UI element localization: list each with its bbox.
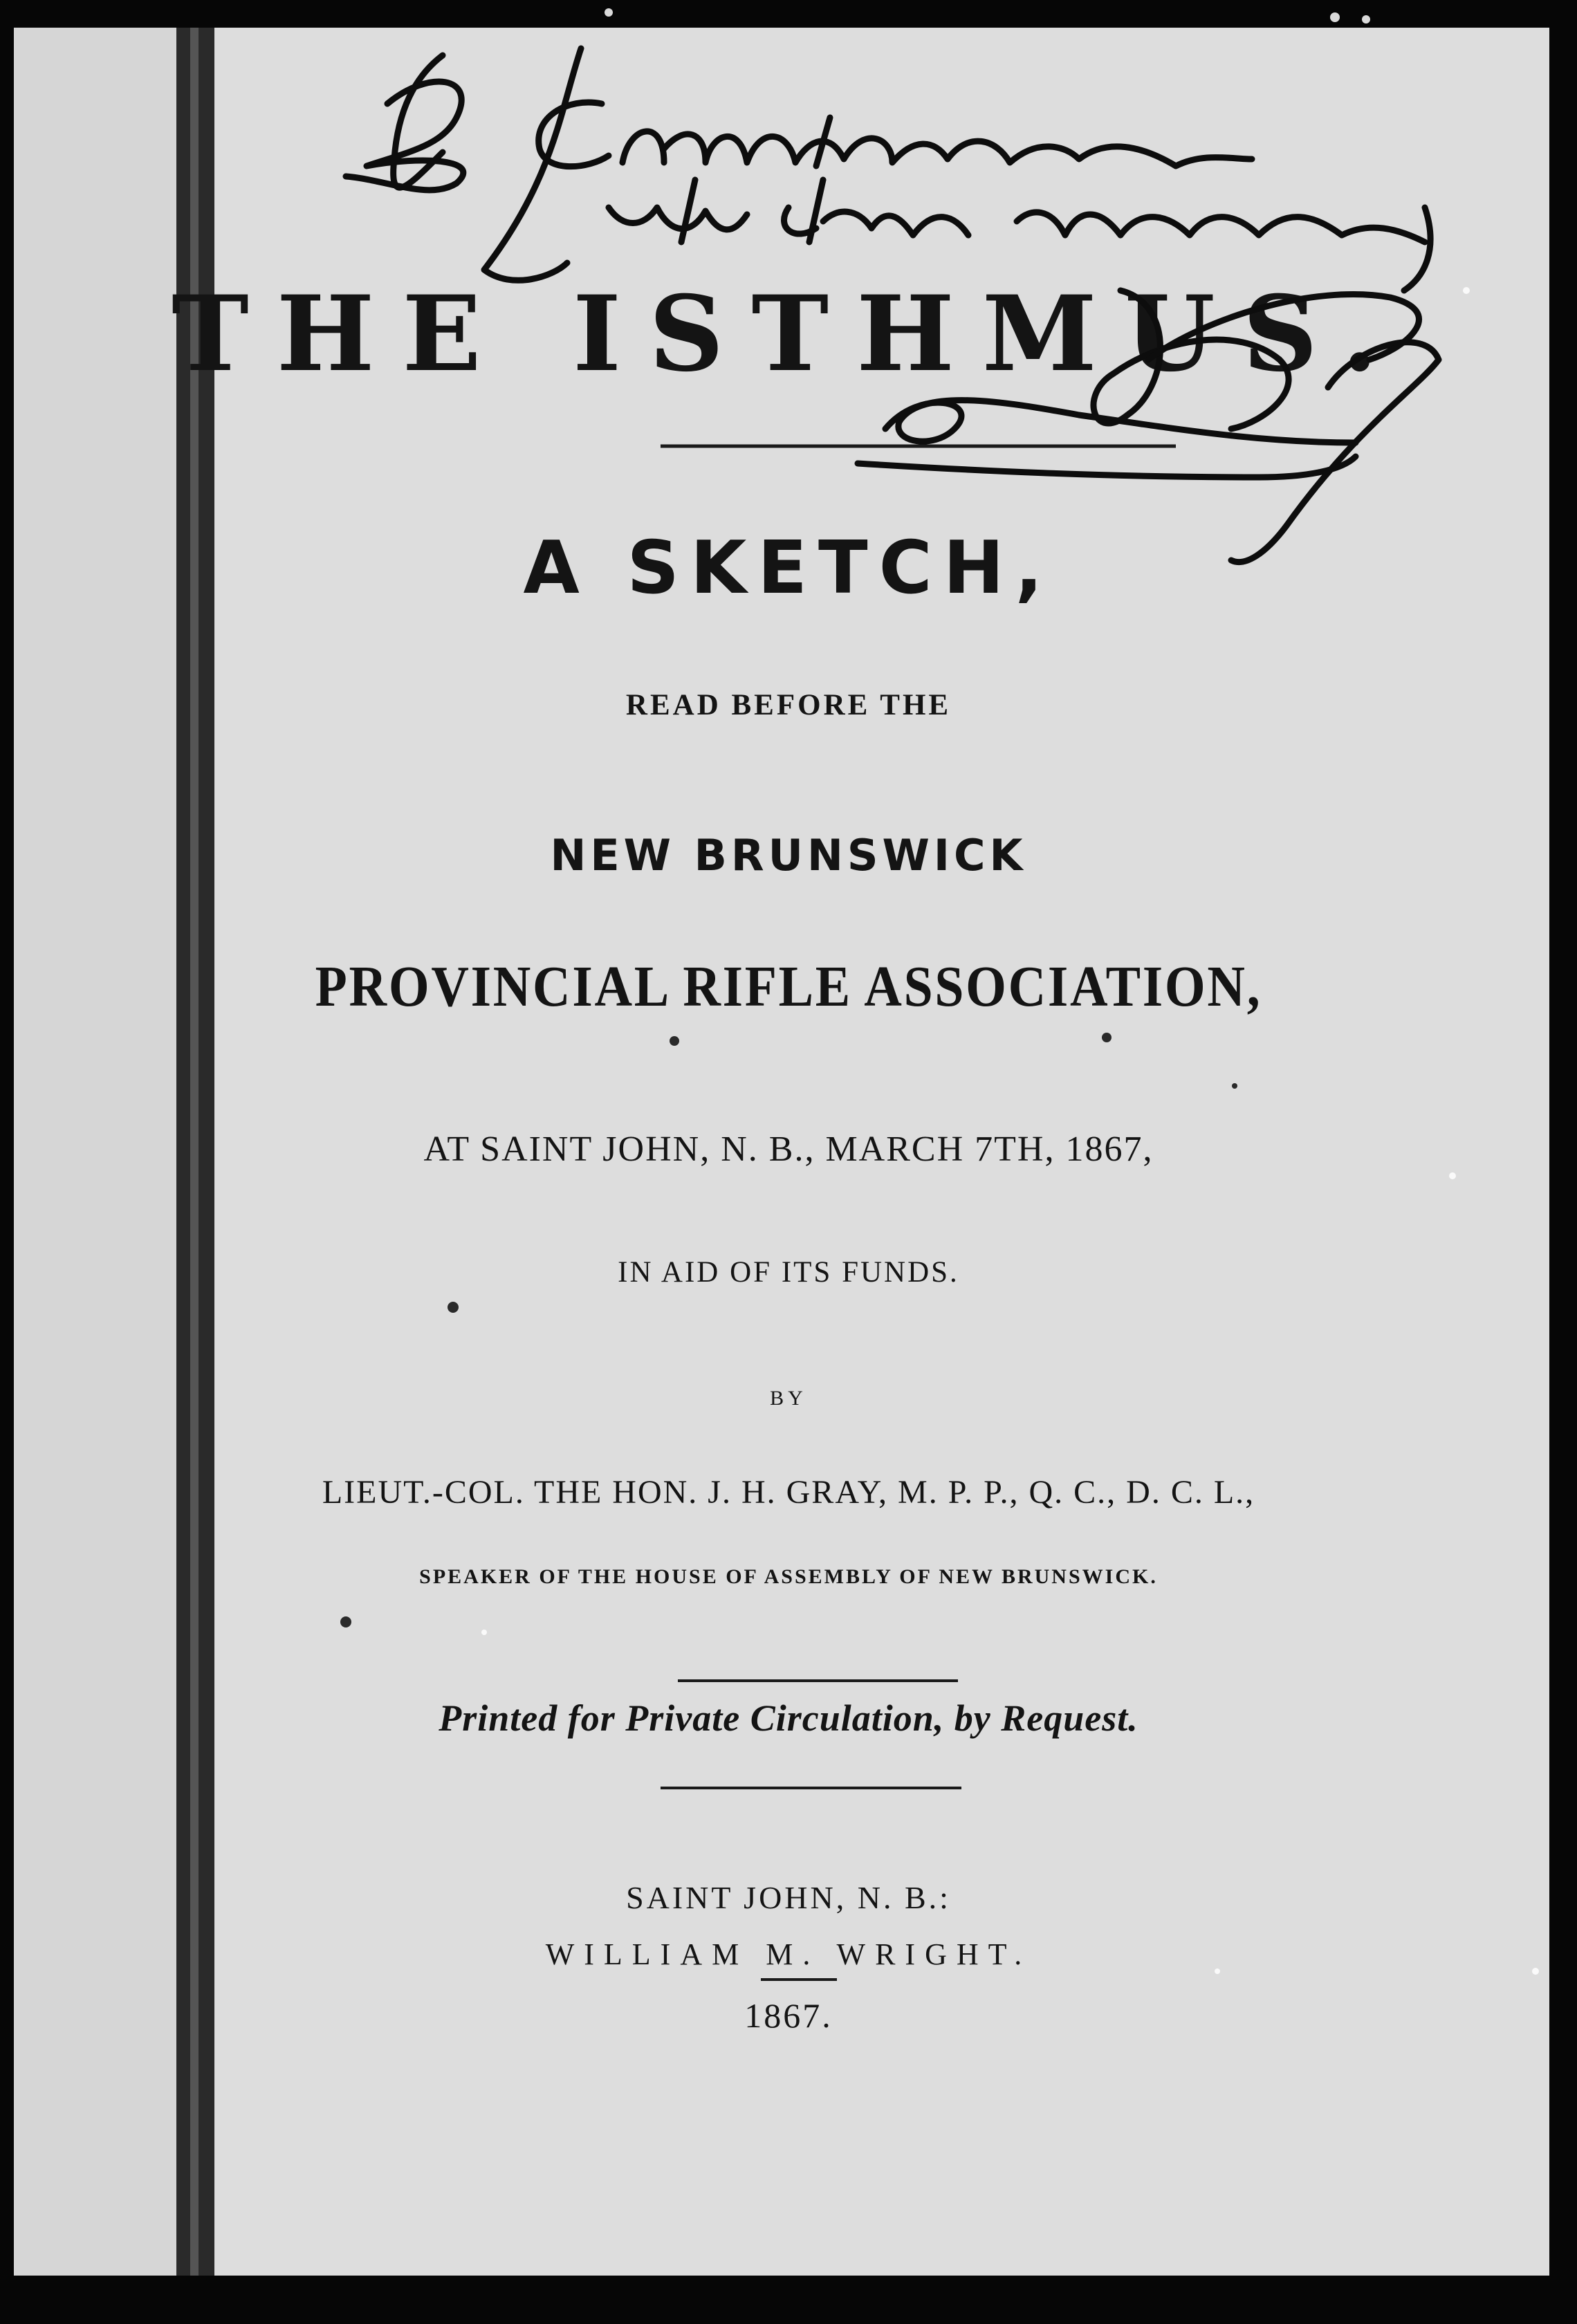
place-date-line: AT SAINT JOHN, N. B., MARCH 7TH, 1867, xyxy=(423,1129,1154,1169)
organization-line-1: NEW BRUNSWICK xyxy=(550,830,1027,880)
printed-note: Printed for Private Circulation, by Request. xyxy=(439,1697,1138,1739)
imprint-city: SAINT JOHN, N. B.: xyxy=(626,1880,951,1915)
author-line: LIEUT.-COL. THE HON. J. H. GRAY, M. P. P., Q. C., D. C. L., xyxy=(322,1474,1255,1511)
organization-line-2: PROVINCIAL RIFLE ASSOCIATION, xyxy=(315,954,1262,1019)
imprint-publisher: WILLIAM M. WRIGHT. xyxy=(545,1937,1032,1971)
book-subtitle: A SKETCH, xyxy=(523,526,1054,610)
book-title: THE ISTHMUS. xyxy=(172,273,1405,395)
author-title-line: SPEAKER OF THE HOUSE OF ASSEMBLY OF NEW BRUNSWICK. xyxy=(419,1565,1158,1588)
imprint-year: 1867. xyxy=(744,1996,833,2035)
purpose-line: IN AID OF ITS FUNDS. xyxy=(618,1256,959,1289)
read-before-line: READ BEFORE THE xyxy=(625,689,952,721)
by-line: BY xyxy=(770,1387,807,1410)
